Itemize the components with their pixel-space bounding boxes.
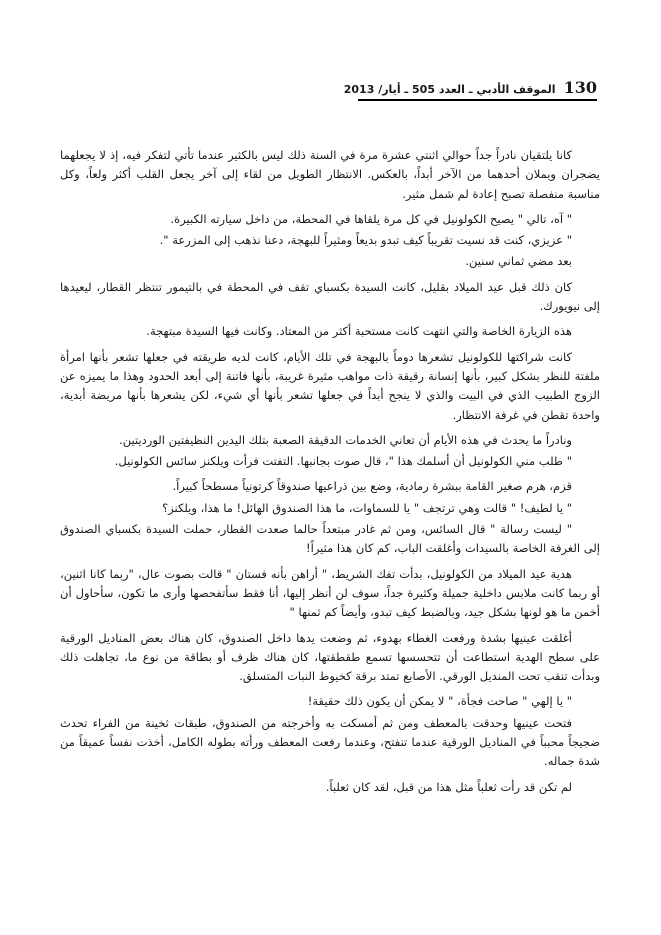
paragraph: " يا لطيف! " قالت وهي ترتجف " يا للسماوات، ما هذا الصندوق الهائل! ما هذا، ويلكنز؟ [162, 500, 572, 515]
paragraph: قزم، هرم صغير القامة ببشرة رمادية، وضع بين ذراعيها صندوقاً كرتونياً مسطحاً كبيراً. [172, 479, 572, 494]
paragraph: فتحت عينيها وحدقت بالمعطف ومن ثم أمسكت به وأخرجته من الصندوق، طبقات ثخينة من الفراء تحدث ضجيجاً محبباً في المناديل الورقية عندما تنفتح، وعندما رفعت المعطف ورأته بطوله الكامل، أخذت نفساً عميقاً من شدة جماله. [60, 715, 600, 769]
paragraph: هدية عيد الميلاد من الكولونيل، بدأت تفك الشريط، " أراهن بأنه فستان " قالت بصوت عال، "ربما كانا اثنين، أو ربما كانت ملابس داخلية جميلة وكثيرة جداً، سوف لن أنظر إليها، أنا فقط سأتفحصها وأرى ما تكون، سأحاول أن أخمن ما هو لونها بشكل جيد، وبالضبط كيف تبدو، وأيضاً كم ثمنها " [60, 566, 600, 620]
publication-info: الموقف الأدبي ـ العدد 505 ـ أيار/ 2013 [343, 83, 556, 96]
page-number: 130 [563, 78, 597, 97]
header-rule [358, 99, 597, 101]
paragraph: أغلقت عينيها بشدة ورفعت الغطاء بهدوء، ثم وضعت يدها داخل الصندوق، كان هناك بعض المناديل الورقية على سطح الهدية استطاعت أن تتحسسها تسمع طقطقتها، كان هناك ظرف أو بطاقة من نوع ما، تجاهلت ذلك وبدأت تنقب تحت المنديل الورقي. الأصابع تمتد برقة كخيوط النبات المتسلق. [60, 630, 600, 684]
paragraph: هذه الزيارة الخاصة والتي انتهت كانت مستحبة أكثر من المعتاد. وكانت فيها السيدة مبتهجة. [146, 324, 572, 339]
paragraph: " ليست رسالة " قال السائس، ومن ثم غادر مبتعداً حالما صعدت القطار، حملت السيدة بكسباي الصندوق إلى الغرفة الخاصة بالسيدات وأغلقت الباب، كم كان هذا مثيراً! [60, 522, 600, 556]
paragraph: ونادراً ما يحدث في هذه الأيام أن تعاني الخدمات الدقيقة الصعبة بتلك اليدين النظيفتين الورديتين. [119, 432, 572, 447]
paragraph: بعد مضي ثماني سنين. [465, 254, 572, 269]
paragraph: كان ذلك قبل عيد الميلاد بقليل، كانت السيدة بكسباي تقف في المحطة في بالتيمور تنتظر القطار، ليعيدها إلى نيويورك. [60, 279, 600, 314]
paragraph: " طلب مني الكولونيل أن أسلمك هذا "، قال صوت بجانبها. التفتت فرأت ويلكنز سائس الكولونيل. [114, 454, 572, 469]
paragraph: كانت شراكتها للكولونيل تشعرها دوماً بالبهجة في تلك الأيام، كانت لديه طريقته في جعلها تشعر بأنها امرأة ملفتة للنظر بشكل كبير، بأنها إنسانة رقيقة ذات مواهب مثيرة غريبة، بأنها فاتنة إلى أبعد الحدود وهذا ما يميزه عن الزوج الطبيب الذي في البيت والذي لا ينجح أبداً في جعلها تشعر بأنها أي شيء، لكن يشعرها بأنها مريضة أبدية، واحدة تقطن في غرفة الانتظار. [60, 349, 600, 422]
paragraph: كانا يلتقيان نادراً جداً حوالي اثنتي عشرة مرة في السنة ذلك ليس بالكثير عندما تأتي لتفكر فيه، إذ لا يجعلهما يضجران ويملان أحدهما من الآخر أبداً، بالعكس. الانتظار الطويل من لقاء إلى آخر يجعل القلب أكثر ولعاً، وكل مناسبة منفصلة تصبح إعادة لم شمل مثير. [60, 148, 600, 201]
paragraph: " عزيزي، كنت قد نسيت تقريباً كيف تبدو بديعاً ومثيراً للبهجة، دعنا نذهب إلى المزرعة ". [159, 233, 572, 248]
article-body [60, 146, 600, 803]
paragraph: " يا إلهي " صاحت فجأة، " لا يمكن أن يكون ذلك حقيقة! [307, 694, 572, 709]
paragraph: لم تكن قد رأت ثعلباً مثل هذا من قبل، لقد كان ثعلباً. [325, 779, 572, 794]
page-header [343, 78, 597, 97]
paragraph: " آه، تالي " يصيح الكولونيل في كل مرة يلقاها في المحطة، من داخل سيارته الكبيرة. [170, 211, 572, 226]
